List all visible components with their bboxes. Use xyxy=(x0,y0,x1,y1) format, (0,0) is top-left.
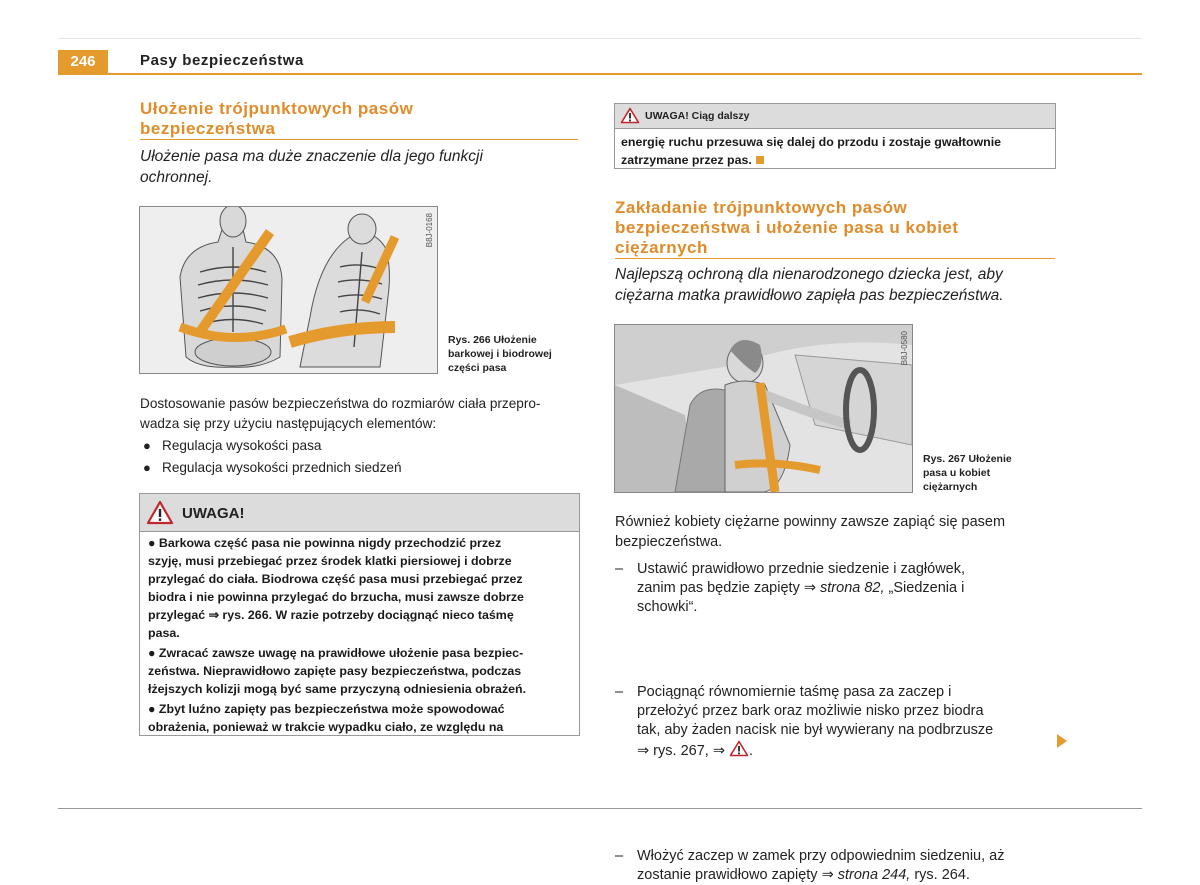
warning-header xyxy=(140,494,579,532)
caption-line: pasa u kobiet xyxy=(923,467,991,479)
list-item-text: Regulacja wysokości pasa xyxy=(162,438,322,453)
section-lead: Ułożenie pasa ma duże znaczenie dla jego funkcji ochronnej. xyxy=(140,148,483,186)
warning-line xyxy=(621,151,1051,169)
section-title-line: bezpieczeństwa i ułożenie pasa u kobiet xyxy=(615,218,959,237)
skeleton-illustration xyxy=(140,207,437,373)
caption-line: barkowej i biodrowej xyxy=(448,348,552,360)
page-reference-link[interactable]: strona 82, xyxy=(820,580,885,596)
warning-line: obrażenia, ponieważ w trakcie wypadku ciało, ze względu na xyxy=(148,720,504,734)
warning-line: łżejszych kolizji mogą być same przyczyną odniesienia obrażeń. xyxy=(148,682,527,696)
dash-marker: – xyxy=(615,848,624,864)
step-line: Włożyć zaczep w zamek przy odpowiednim siedzeniu, aż xyxy=(637,848,1005,864)
warning-text xyxy=(148,534,573,736)
step-line: przełożyć przez bark oraz możliwie nisko przez biodra xyxy=(637,703,984,719)
section-title-line: ciężarnych xyxy=(615,238,708,257)
section-rule xyxy=(615,258,1055,259)
lead-line: ciężarna matka prawidłowo zapięła pas bezpieczeństwa. xyxy=(615,287,1004,304)
step-text: ⇒ rys. 267, ⇒ xyxy=(637,743,729,759)
warning-continued-text xyxy=(621,133,1051,169)
warning-line: ● Zwracać zawsze uwagę na prawidłowe ułożenie pasa bezpiec- xyxy=(148,646,524,660)
step-item xyxy=(615,683,1087,761)
warning-continued-box xyxy=(614,103,1056,169)
warning-continued-title: UWAGA! Ciąg dalszy xyxy=(645,110,750,122)
car-interior-illustration xyxy=(615,325,912,492)
warning-line: ● Barkowa część pasa nie powinna nigdy przechodzić przez xyxy=(148,536,502,550)
next-page-arrow-icon[interactable] xyxy=(1057,734,1067,748)
list-item: ● Regulacja wysokości pasa xyxy=(143,438,322,453)
step-text: rys. 264. xyxy=(910,867,970,883)
warning-line: przylegać do ciała. Biodrowa część pasa musi przebiegać przez xyxy=(148,572,523,586)
header-rule xyxy=(58,73,1142,75)
warning-line: przylegać ⇒ rys. 266. W razie potrzeby dociągnąć nieco taśmę xyxy=(148,608,514,622)
top-divider xyxy=(58,38,1142,39)
body-line: wadza się przy użyciu następujących elementów: xyxy=(140,416,437,431)
section-rule xyxy=(140,139,578,140)
figure-267-pregnant-driver xyxy=(614,324,913,493)
warning-triangle-icon[interactable] xyxy=(729,740,749,757)
step-line xyxy=(637,740,1087,761)
step-text: zostanie prawidłowo zapięty ⇒ xyxy=(637,867,838,883)
step-line xyxy=(637,579,1087,598)
warning-title: UWAGA! xyxy=(182,505,245,522)
step-text: „Siedzenia i xyxy=(884,580,965,596)
section-title-line: Zakładanie trójpunktowych pasów xyxy=(615,198,908,217)
figure-code: B8J-0168 xyxy=(425,213,434,248)
step-item xyxy=(615,847,1087,885)
page-title: Pasy bezpieczeństwa xyxy=(140,52,304,69)
warning-line: zeństwa. Nieprawidłowo zapięte pasy bezpieczeństwa, podczas xyxy=(148,664,522,678)
list-item-text: Regulacja wysokości przednich siedzeń xyxy=(162,460,402,475)
step-line: Ustawić prawidłowo przednie siedzenie i zagłówek, xyxy=(637,561,966,577)
step-line: tak, aby żaden nacisk nie był wywierany na podbrzusze xyxy=(637,722,994,738)
lead-line: Najlepszą ochroną dla nienarodzonego dziecka jest, aby xyxy=(615,266,1003,283)
step-line: schowki“. xyxy=(637,599,698,615)
step-text: . xyxy=(749,743,754,759)
caption-line: Rys. 267 Ułożenie xyxy=(923,453,1012,465)
warning-line: ● Zbyt luźno zapięty pas bezpieczeństwa może spowodować xyxy=(148,702,505,716)
figure-266-caption xyxy=(448,333,578,375)
warning-line: biodra i nie powinna przylegać do brzucha, musi zawsze dobrze xyxy=(148,590,524,604)
page-reference-link[interactable]: strona 244, xyxy=(837,867,911,883)
body-paragraph xyxy=(615,512,1065,552)
body-paragraph xyxy=(140,394,580,434)
dash-marker: – xyxy=(615,561,624,577)
warning-triangle-icon xyxy=(146,500,174,525)
end-square-icon xyxy=(756,156,764,164)
section-lead xyxy=(615,264,1065,306)
body-line: Dostosowanie pasów bezpieczeństwa do rozmiarów ciała przepro- xyxy=(140,396,541,411)
list-item: ● Regulacja wysokości przednich siedzeń xyxy=(143,460,402,475)
body-line: Również kobiety ciężarne powinny zawsze zapiąć się pasem xyxy=(615,514,1006,530)
warning-box xyxy=(139,493,580,736)
section-title-belt-routing: Ułożenie trójpunktowych pasów bezpieczeństwa xyxy=(140,99,414,138)
warning-line: pasa. xyxy=(148,626,180,640)
caption-line: ciężarnych xyxy=(923,481,978,493)
bullet-list xyxy=(140,436,580,478)
step-line xyxy=(637,866,1087,885)
section-title-pregnant xyxy=(615,198,1055,258)
footer-rule xyxy=(58,808,1142,809)
warning-line: szyję, musi przebiegać przez środek klatki piersiowej i dobrze xyxy=(148,554,512,568)
step-line: Pociągnąć równomiernie taśmę pasa za zaczep i xyxy=(637,684,952,700)
warning-line-text: zatrzymane przez pas. xyxy=(621,153,752,167)
figure-267-caption xyxy=(923,452,1053,494)
page-number: 246 xyxy=(58,50,108,74)
step-text: zanim pas będzie zapięty ⇒ xyxy=(637,580,821,596)
warning-continued-header xyxy=(615,104,1055,129)
caption-line: Rys. 266 Ułożenie xyxy=(448,334,537,346)
figure-code: B8J-0580 xyxy=(900,331,909,366)
dash-marker: – xyxy=(615,684,624,700)
figure-266-belt-routing xyxy=(139,206,438,374)
body-line: bezpieczeństwa. xyxy=(615,534,723,550)
warning-triangle-icon xyxy=(620,107,640,124)
step-item xyxy=(615,560,1087,617)
warning-line: energię ruchu przesuwa się dalej do przodu i zostaje gwałtownie xyxy=(621,135,1002,149)
caption-line: części pasa xyxy=(448,362,507,374)
